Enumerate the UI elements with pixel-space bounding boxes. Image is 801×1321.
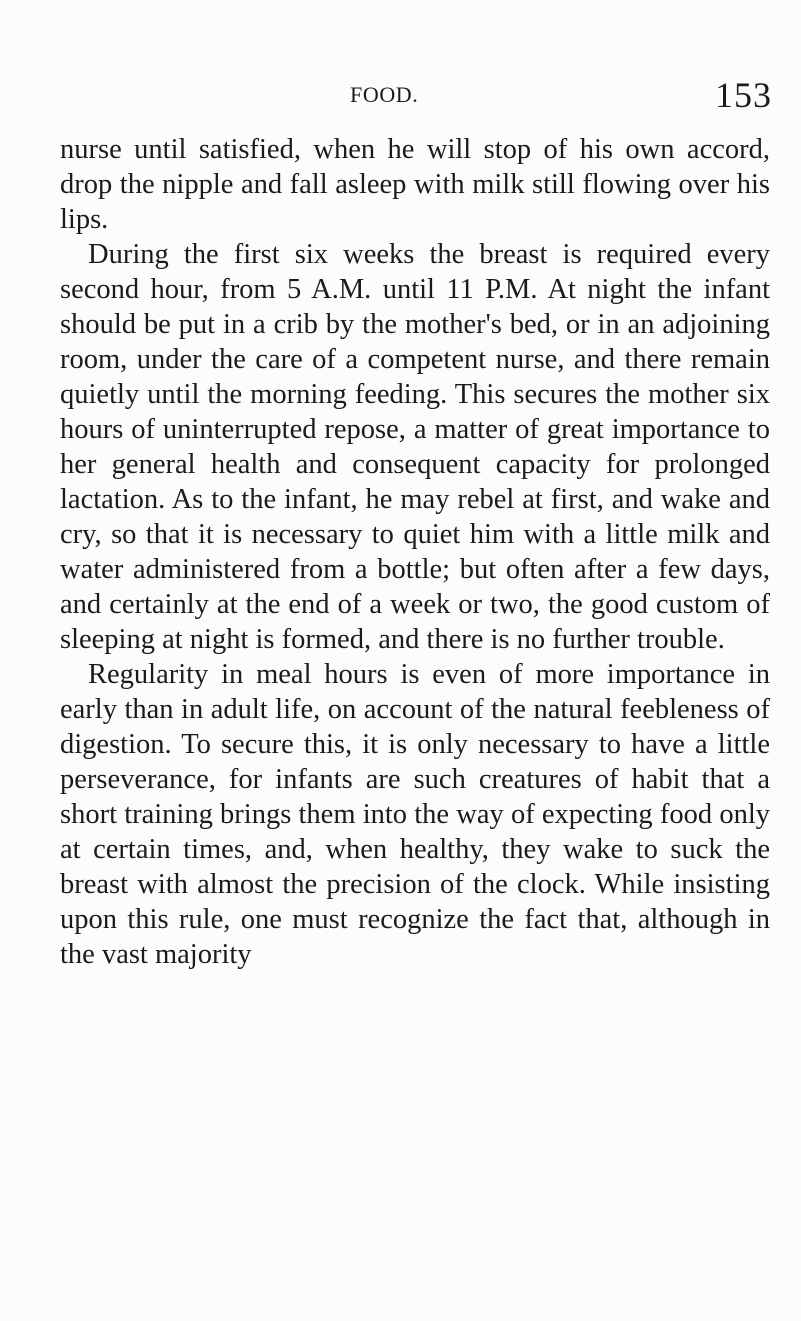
- paragraph-feeding-schedule: During the first six weeks the breast is required every second hour, from 5 A.M. until 11 P.M. At night the infant should be put in a crib by the mother's bed, or in an adjoining room, under the care of a competent nurse, and there remain quietly until the morning feeding. This secures the mother six hours of uninterrupted repose, a matter of great importance to her general health and consequent capacity for prolonged lactation. As to the infant, he may rebel at first, and wake and cry, so that it is necessary to quiet him with a little milk and water administered from a bottle; but often after a few days, and certainly at the end of a week or two, the good custom of sleeping at night is formed, and there is no further trouble.: [60, 239, 770, 655]
- paragraph-continued: nurse until satisfied, when he will stop of his own accord, drop the nipple and fall asleep with milk still flowing over his lips.: [60, 134, 770, 235]
- running-head: FOOD.: [350, 82, 419, 107]
- page-number: 153: [715, 75, 772, 115]
- body-text: [60, 132, 770, 972]
- book-page: [60, 72, 770, 972]
- page-header: [60, 72, 770, 116]
- paragraph-regularity: Regularity in meal hours is even of more importance in early than in adult life, on account of the natural feebleness of digestion. To secure this, it is only necessary to have a little perseverance, for infants are such creatures of habit that a short training brings them into the way of expecting food only at certain times, and, when healthy, they wake to suck the breast with almost the precision of the clock. While insisting upon this rule, one must recognize the fact that, although in the vast majority: [60, 659, 770, 970]
